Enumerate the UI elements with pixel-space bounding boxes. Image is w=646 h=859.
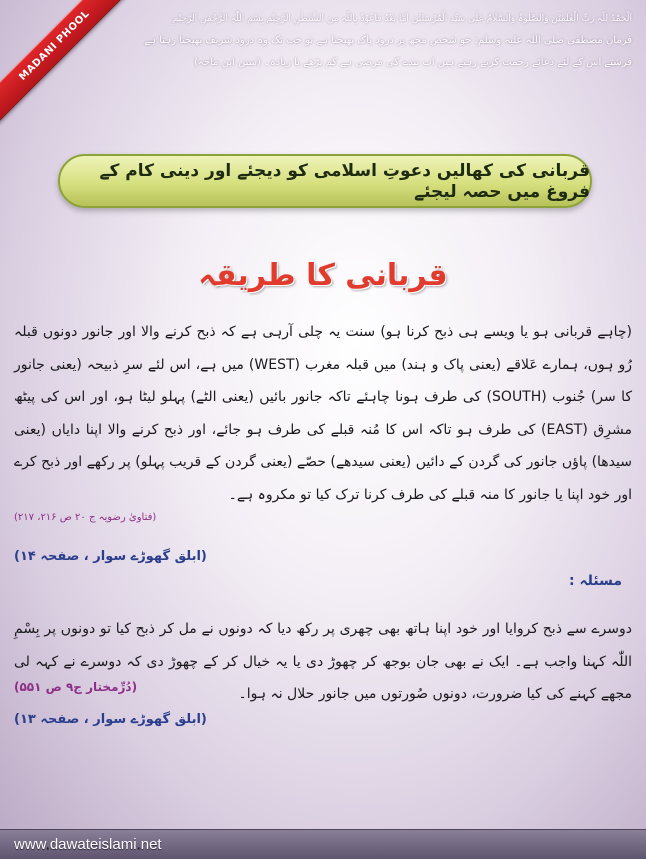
url-tld: net xyxy=(140,836,162,853)
page-title: قربانی کا طریقہ xyxy=(198,258,448,293)
url-prefix: www xyxy=(14,836,46,853)
header-blessings xyxy=(95,8,632,74)
header-line-3: فرشتے اس کے لئے دعائے رحمت کرتے رہتے ہیں اب بندے کی مرضی ہے کم پڑھے یا زیادہ۔ (سنن ابن ماجہ) xyxy=(194,57,632,68)
website-link[interactable]: www.dawateislami.net xyxy=(14,836,162,853)
footer-bar xyxy=(0,829,646,859)
method-paragraph xyxy=(14,316,632,511)
url-domain: dawateislami xyxy=(49,836,137,853)
header-line-1: اَلْحَمْدُ لِلّٰہِ رَبِّ الْعٰلَمِیْنَ وَالصَّلٰوۃُ وَالسَّلَامُ عَلٰی سَیِّدِ الْمُرْسَلِیْنَ اَمَّا بَعْدُ فَاَعُوْذُ بِاللّٰہِ مِنَ الشَّیْطٰنِ الرَّجِیْمِ بِسْمِ اللّٰہِ الرَّحْمٰنِ الرَّحِیْمِ xyxy=(172,14,632,24)
header-line-2: فرمانِ مصطفٰی صلی اللہ علیہ وسلم: جو شخص مجھ پر درود پاک بھیجتا ہے تو جب تک وہ درود شریف بھیجتا رہتا ہے xyxy=(144,35,632,46)
method-text: (چاہے قربانی ہو یا ویسے ہی ذبح کرنا ہو) سنت یہ چلی آرہی ہے کہ ذبح کرنے والا اور جانور دونوں قبلہ رُو ہوں، ہمارے عَلاقے (یعنی پاک و ہند) میں قبلہ مغرب (WEST) میں ہے، اس لئے سرِ ذبیحہ (یعنی جانور کا سر) جُنوب (SOUTH) کی طرف ہونا چاہئے تاکہ جانور بائیں (یعنی الٹے) پہلو لیٹا ہو، اور اس کی پیٹھ مشرِق (EAST) کی طرف ہو تاکہ اس کا مُنہ قبلے کی طرف ہو جائے، اور ذبح کرنے والا اپنا دایاں (یعنی سیدھا) پاؤں جانور کی گردن کے دائیں (یعنی سیدھے) حصّے (یعنی گردن کے قریب پہلو) پر رکھے اور ذبح کرے اور خود اپنا یا جانور کا منہ قبلے کی طرف کرنا ترک کیا تو مکروہ ہے۔ xyxy=(14,324,632,503)
masala-paragraph xyxy=(14,599,632,725)
masala-heading: مسئلہ : xyxy=(568,573,622,589)
book-citation-1: (ابلق گھوڑے سوار ، صفحہ ۱۴) xyxy=(14,549,207,564)
masala-text: دوسرے سے ذبح کروایا اور خود اپنا ہاتھ بھی چھری پر رکھ دیا کہ دونوں نے مل کر ذبح کیا تو دونوں پر بِسْمِ اللّٰہ کہنا واجب ہے۔ ایک نے بھی جان بوجھ کر چھوڑ دی یا یہ خیال کر کے چھوڑ دی کہ دوسرے نے کہہ لی مجھے کہنے کی کیا ضرورت، دونوں صُورتوں میں جانور حلال نہ ہوا۔ xyxy=(14,621,632,702)
fatawa-reference: (فتاویٰ رضویہ ج ۲۰ ص ۲۱۶، ۲۱۷) xyxy=(14,512,157,523)
durr-reference: (دُرِّمختار ج۹ ص ۵۵۱) xyxy=(14,680,138,694)
book-citation-2: (ابلق گھوڑے سوار ، صفحہ ۱۳) xyxy=(14,712,207,727)
donation-banner: قربانی کی کھالیں دعوتِ اسلامی کو دیجئے اور دینی کام کے فروغ میں حصہ لیجئے xyxy=(58,154,592,208)
madani-phool-badge: MADANI PHOOL xyxy=(0,0,130,123)
